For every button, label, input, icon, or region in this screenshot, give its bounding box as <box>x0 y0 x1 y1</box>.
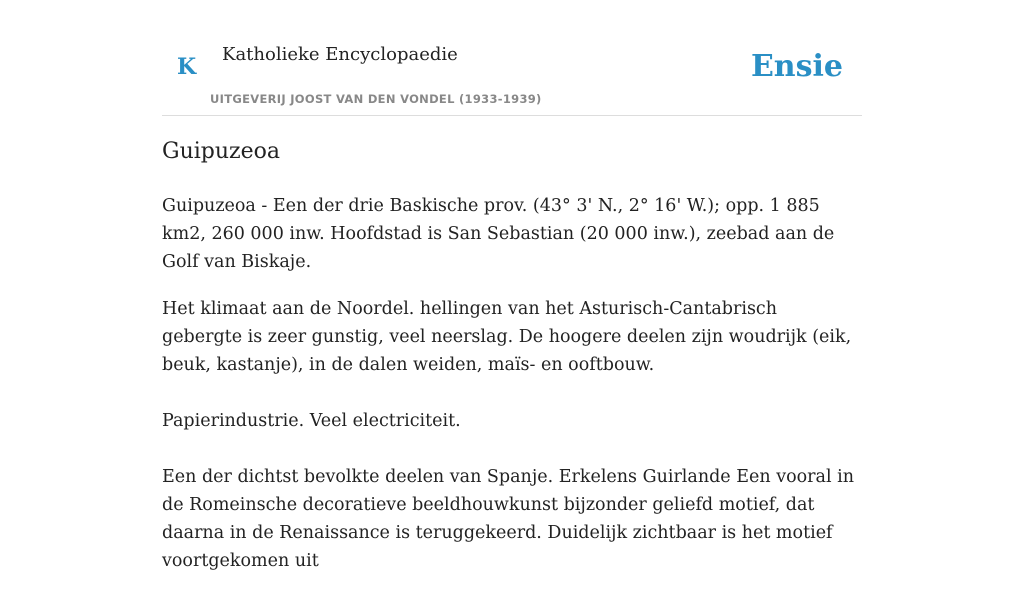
article-paragraph: Een der dichtst bevolkte deelen van Spanje. Erkelens Guirlande Een vooral in de Romeinsche decoratieve beeldhouwkunst bijzonder geliefd motief, dat daarna in de Renaissance is teruggekeerd. Duidelijk zichtbaar is het motief voortgekomen uit <box>162 467 854 571</box>
brand-logo[interactable]: Ensie <box>750 49 843 84</box>
publication-title[interactable]: Katholieke Encyclopaedie <box>222 44 458 65</box>
content-column <box>162 0 862 571</box>
article-title: Guipuzeoa <box>162 139 281 164</box>
article-body <box>162 192 862 594</box>
publication-logo[interactable]: K <box>177 54 197 80</box>
site-header <box>162 0 862 116</box>
article-paragraph: Papierindustrie. Veel electriciteit. <box>162 411 461 431</box>
publisher-subtitle: UITGEVERIJ JOOST VAN DEN VONDEL (1933-1939) <box>210 92 542 106</box>
article-paragraph: Het klimaat aan de Noordel. hellingen van het Asturisch-Cantabrisch gebergte is zeer gunstig, veel neerslag. De hoogere deelen zijn woudrijk (eik, beuk, kastanje), in de dalen weiden, maïs- en ooftbouw. <box>162 299 852 375</box>
article-paragraph: Guipuzeoa - Een der drie Baskische prov. (43° 3' N., 2° 16' W.); opp. 1 885 km2, 260 000 inw. Hoofdstad is San Sebastian (20 000 inw.), zeebad aan de Golf van Biskaje. <box>162 196 835 272</box>
